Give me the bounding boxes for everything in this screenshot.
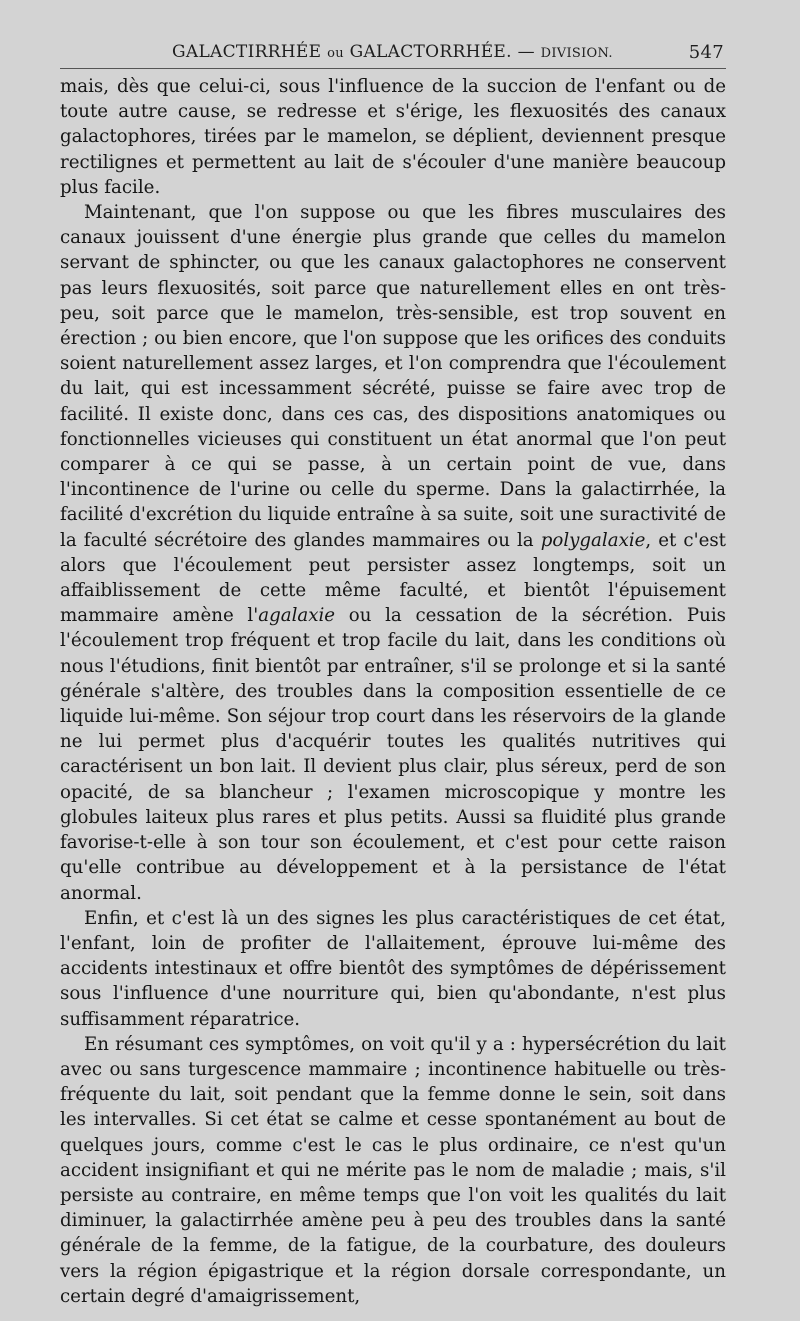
header-rule (60, 68, 726, 69)
title-conjunction: ou (327, 46, 344, 61)
paragraph (60, 200, 726, 906)
paragraph-text: En résumant ces symptômes, on voit qu'il y a : hypersécrétion du lait avec ou sans turgescence mammaire ; incontinence habituelle ou très-fréquente du lait, soit pendant que la femme donne le sein, soit dans les intervalles. Si cet état se calme et cesse spontanément au bout de quelques jours, comme c'est le cas le plus ordinaire, ce n'est qu'un accident insignifiant et qui ne mérite pas le nom de maladie ; mais, s'il persiste au contraire, en même temps que l'on voit les qualités du lait diminuer, la galactirrhée amène peu à peu des troubles dans la santé générale de la femme, de la fatigue, de la courbature, des douleurs vers la région épigastrique et la région dorsale correspondante, un certain degré d'amaigrissement, (60, 1033, 726, 1307)
body-text (60, 74, 726, 1309)
title-alt: GALACTORRHÉE. (349, 42, 512, 62)
paragraph-text: Enfin, et c'est là un des signes les plus caractéristiques de cet état, l'enfant, loin de profiter de l'allaitement, éprouve lui-même des accidents intestinaux et offre bientôt des symptômes de dépérissement sous l'influence d'une nourriture qui, bien qu'abondante, n'est plus suffisamment réparatrice. (60, 907, 726, 1030)
paragraph (60, 74, 726, 200)
paragraph-text: , et c'est alors que l'écoulement peut persister assez longtemps, soit un affaiblissement de cette même faculté, et bientôt l'épuisement mammaire amène l' (60, 529, 726, 627)
running-header (150, 42, 724, 68)
title-main: GALACTIRRHÉE (172, 42, 322, 62)
paragraph-text: ou la cessation de la sécrétion. Puis l'écoulement trop fréquent et trop facile du lait, dans les conditions où nous l'étudions, finit bientôt par entraîner, s'il se prolonge et si la santé générale s'altère, des troubles dans la composition essentielle de ce liquide lui-même. Son séjour trop court dans les réservoirs de la glande ne lui permet plus d'acquérir toutes les qualités nutritives qui caractérisent un bon lait. Il devient plus clair, plus séreux, perd de son opacité, de sa blancheur ; l'examen microscopique y montre les globules laiteux plus rares et plus petits. Aussi sa fluidité plus grande favorise-t-elle à son tour son écoulement, et c'est pour cette raison qu'elle contribue au développement et à la persistance de l'état anormal. (60, 605, 726, 904)
page-number: 547 (688, 42, 724, 63)
paragraph-text: Maintenant, que l'on suppose ou que les fibres musculaires des canaux jouissent d'une énergie plus grande que celles du mamelon servant de sphincter, ou que les canaux galactophores ne conservent pas leurs flexuosités, soit parce que naturellement elles en ont très-peu, soit parce que le mamelon, très-sensible, est trop souvent en érection ; ou bien encore, que l'on suppose que les orifices des conduits soient naturellement assez larges, et l'on comprendra que l'écoulement du lait, qui est incessamment sécrété, puisse se faire avec trop de facilité. Il existe donc, dans ces cas, des dispositions anatomiques ou fonctionnelles vicieuses qui constituent un état anormal que l'on peut comparer à ce qui se passe, à un certain point de vue, dans l'incontinence de l'urine ou celle du sperme. Dans la galactirrhée, la facilité d'excrétion du liquide entraîne à sa suite, soit une suractivité de la faculté sécrétoire des glandes mammaires ou la (60, 202, 726, 551)
running-title (172, 42, 613, 62)
italic-term: polygalaxie (540, 529, 646, 551)
italic-term: agalaxie (258, 605, 336, 627)
paragraph-text: mais, dès que celui-ci, sous l'influence de la succion de l'enfant ou de toute autre cause, se redresse et s'érige, les flexuosités des canaux galactophores, tirées par le mamelon, se déplient, deviennent presque rectilignes et permettent au lait de s'écouler d'une manière beaucoup plus facile. (60, 76, 726, 198)
paragraph (60, 906, 726, 1032)
paragraph (60, 1032, 726, 1309)
title-separator: — (517, 42, 535, 62)
section-name: DIVISION. (540, 46, 613, 61)
